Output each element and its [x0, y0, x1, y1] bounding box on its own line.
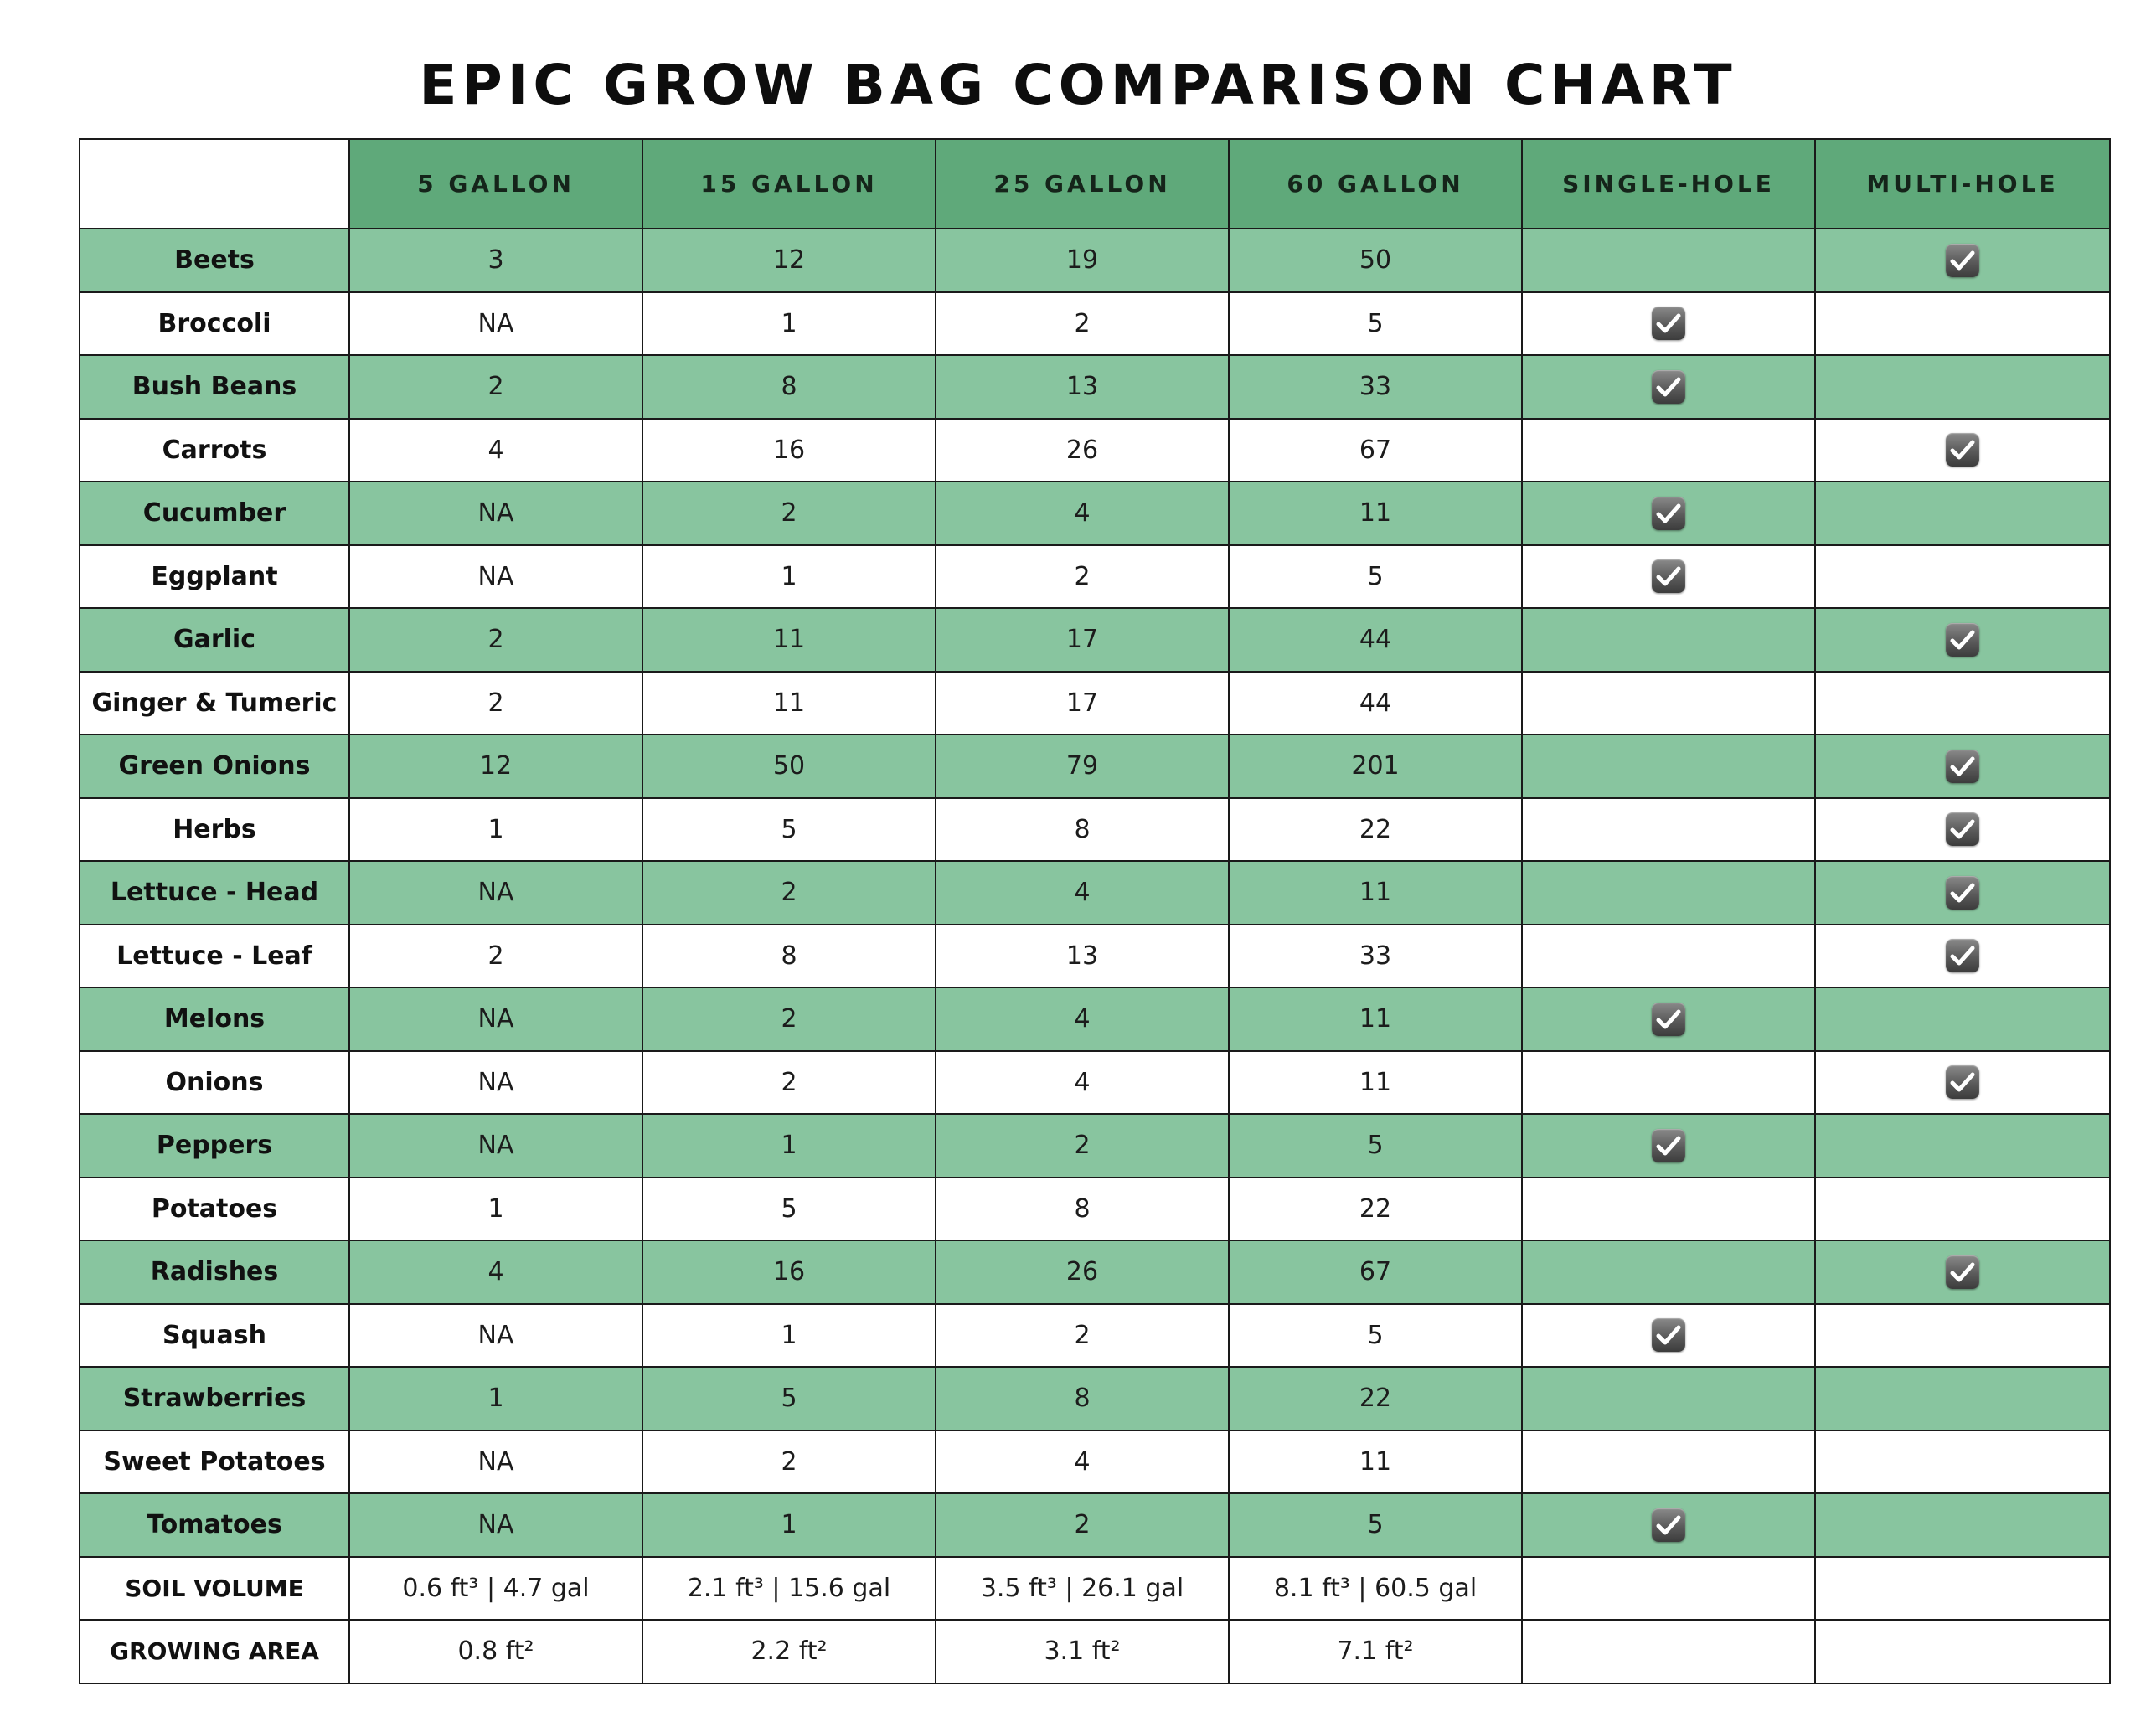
- value-cell: 2: [349, 925, 642, 988]
- value-cell: 2: [349, 355, 642, 419]
- value-cell: 16: [642, 1240, 936, 1304]
- value-cell: 11: [642, 608, 936, 672]
- table-row: [80, 608, 2110, 672]
- single-hole-cell: [1522, 229, 1815, 292]
- value-cell: 1: [349, 798, 642, 862]
- single-hole-cell: [1522, 672, 1815, 735]
- single-hole-cell: [1522, 1240, 1815, 1304]
- single-hole-cell: [1522, 355, 1815, 419]
- single-hole-cell: [1522, 608, 1815, 672]
- value-cell: 22: [1229, 1178, 1522, 1241]
- column-header-15-gallon: 15 GALLON: [642, 139, 936, 229]
- row-label: Melons: [80, 987, 349, 1051]
- value-cell: 67: [1229, 419, 1522, 482]
- table-row: [80, 1114, 2110, 1178]
- value-cell: 12: [642, 229, 936, 292]
- value-cell: 1: [349, 1178, 642, 1241]
- footer-value-cell: 3.1 ft²: [936, 1620, 1229, 1683]
- single-hole-cell: [1522, 798, 1815, 862]
- footer-value-cell: 7.1 ft²: [1229, 1620, 1522, 1683]
- checkbox-checked-icon: [1652, 1003, 1685, 1036]
- row-label: Lettuce - Leaf: [80, 925, 349, 988]
- table-row: [80, 419, 2110, 482]
- column-header-multi-hole: MULTI-HOLE: [1815, 139, 2110, 229]
- value-cell: 4: [936, 1430, 1229, 1494]
- value-cell: 22: [1229, 1367, 1522, 1430]
- single-hole-cell: [1522, 482, 1815, 545]
- multi-hole-cell: [1815, 1430, 2110, 1494]
- row-label: Beets: [80, 229, 349, 292]
- footer-value-cell: 2.2 ft²: [642, 1620, 936, 1683]
- value-cell: 201: [1229, 735, 1522, 798]
- single-hole-cell: [1522, 1367, 1815, 1430]
- row-label: Ginger & Tumeric: [80, 672, 349, 735]
- empty-cell: [1815, 1557, 2110, 1621]
- row-label: Herbs: [80, 798, 349, 862]
- footer-value-cell: 0.6 ft³ | 4.7 gal: [349, 1557, 642, 1621]
- value-cell: 2: [349, 672, 642, 735]
- value-cell: 11: [1229, 861, 1522, 925]
- value-cell: 50: [642, 735, 936, 798]
- value-cell: 13: [936, 355, 1229, 419]
- value-cell: 33: [1229, 355, 1522, 419]
- row-label: Peppers: [80, 1114, 349, 1178]
- multi-hole-cell: [1815, 987, 2110, 1051]
- value-cell: NA: [349, 292, 642, 356]
- row-label: Carrots: [80, 419, 349, 482]
- table-row: [80, 925, 2110, 988]
- table-row: [80, 482, 2110, 545]
- value-cell: 11: [642, 672, 936, 735]
- value-cell: 4: [349, 419, 642, 482]
- row-label: Lettuce - Head: [80, 861, 349, 925]
- table-row: [80, 861, 2110, 925]
- value-cell: 3: [349, 229, 642, 292]
- single-hole-cell: [1522, 1493, 1815, 1557]
- footer-label: SOIL VOLUME: [80, 1557, 349, 1621]
- value-cell: 16: [642, 419, 936, 482]
- value-cell: 50: [1229, 229, 1522, 292]
- value-cell: 11: [1229, 1051, 1522, 1115]
- row-label: Bush Beans: [80, 355, 349, 419]
- value-cell: 2: [642, 1051, 936, 1115]
- footer-value-cell: 3.5 ft³ | 26.1 gal: [936, 1557, 1229, 1621]
- table-row: [80, 1240, 2110, 1304]
- table-row: [80, 798, 2110, 862]
- table-row: [80, 545, 2110, 609]
- value-cell: 8: [936, 1367, 1229, 1430]
- value-cell: 44: [1229, 608, 1522, 672]
- single-hole-cell: [1522, 1051, 1815, 1115]
- value-cell: 5: [1229, 292, 1522, 356]
- row-label: Tomatoes: [80, 1493, 349, 1557]
- value-cell: 17: [936, 672, 1229, 735]
- chart-title: EPIC GROW BAG COMPARISON CHART: [419, 53, 1737, 117]
- row-label: Squash: [80, 1304, 349, 1368]
- value-cell: NA: [349, 1493, 642, 1557]
- value-cell: 2: [936, 1493, 1229, 1557]
- single-hole-cell: [1522, 1114, 1815, 1178]
- multi-hole-cell: [1815, 925, 2110, 988]
- value-cell: 2: [642, 1430, 936, 1494]
- value-cell: 8: [642, 925, 936, 988]
- value-cell: 5: [1229, 1304, 1522, 1368]
- value-cell: 2: [642, 482, 936, 545]
- table-row: [80, 735, 2110, 798]
- table-row: [80, 355, 2110, 419]
- value-cell: 1: [642, 1114, 936, 1178]
- value-cell: 44: [1229, 672, 1522, 735]
- value-cell: 2: [936, 292, 1229, 356]
- value-cell: 8: [936, 1178, 1229, 1241]
- table-row: [80, 1367, 2110, 1430]
- value-cell: 17: [936, 608, 1229, 672]
- value-cell: 1: [642, 545, 936, 609]
- value-cell: 1: [642, 1493, 936, 1557]
- value-cell: 11: [1229, 1430, 1522, 1494]
- checkbox-checked-icon: [1946, 623, 1979, 657]
- column-header-5-gallon: 5 GALLON: [349, 139, 642, 229]
- value-cell: 11: [1229, 482, 1522, 545]
- value-cell: NA: [349, 1304, 642, 1368]
- multi-hole-cell: [1815, 292, 2110, 356]
- multi-hole-cell: [1815, 1178, 2110, 1241]
- checkbox-checked-icon: [1946, 939, 1979, 972]
- value-cell: 8: [642, 355, 936, 419]
- checkbox-checked-icon: [1946, 812, 1979, 846]
- value-cell: 22: [1229, 798, 1522, 862]
- table-row: [80, 987, 2110, 1051]
- single-hole-cell: [1522, 545, 1815, 609]
- single-hole-cell: [1522, 1178, 1815, 1241]
- row-label: Onions: [80, 1051, 349, 1115]
- single-hole-cell: [1522, 1304, 1815, 1368]
- comparison-table: [79, 138, 2111, 1684]
- checkbox-checked-icon: [1652, 1129, 1685, 1162]
- empty-cell: [1522, 1620, 1815, 1683]
- value-cell: 4: [936, 861, 1229, 925]
- value-cell: NA: [349, 1430, 642, 1494]
- footer-label: GROWING AREA: [80, 1620, 349, 1683]
- single-hole-cell: [1522, 419, 1815, 482]
- multi-hole-cell: [1815, 1051, 2110, 1115]
- row-label: Broccoli: [80, 292, 349, 356]
- checkbox-checked-icon: [1946, 750, 1979, 783]
- multi-hole-cell: [1815, 672, 2110, 735]
- column-header-60-gallon: 60 GALLON: [1229, 139, 1522, 229]
- column-header-single-hole: SINGLE-HOLE: [1522, 139, 1815, 229]
- value-cell: 26: [936, 1240, 1229, 1304]
- multi-hole-cell: [1815, 229, 2110, 292]
- table-row: [80, 229, 2110, 292]
- value-cell: NA: [349, 545, 642, 609]
- value-cell: 2: [642, 987, 936, 1051]
- value-cell: 79: [936, 735, 1229, 798]
- value-cell: 2: [936, 1304, 1229, 1368]
- value-cell: NA: [349, 861, 642, 925]
- row-label: Sweet Potatoes: [80, 1430, 349, 1494]
- single-hole-cell: [1522, 1430, 1815, 1494]
- row-label: Strawberries: [80, 1367, 349, 1430]
- value-cell: 13: [936, 925, 1229, 988]
- checkbox-checked-icon: [1946, 433, 1979, 467]
- value-cell: 4: [936, 987, 1229, 1051]
- value-cell: NA: [349, 1051, 642, 1115]
- row-label: Cucumber: [80, 482, 349, 545]
- single-hole-cell: [1522, 735, 1815, 798]
- footer-row: [80, 1557, 2110, 1621]
- value-cell: 1: [642, 292, 936, 356]
- single-hole-cell: [1522, 987, 1815, 1051]
- checkbox-checked-icon: [1652, 307, 1685, 340]
- row-label: Radishes: [80, 1240, 349, 1304]
- multi-hole-cell: [1815, 545, 2110, 609]
- checkbox-checked-icon: [1652, 1318, 1685, 1352]
- value-cell: 4: [936, 1051, 1229, 1115]
- value-cell: 33: [1229, 925, 1522, 988]
- header-row: [80, 139, 2110, 229]
- value-cell: 2: [349, 608, 642, 672]
- multi-hole-cell: [1815, 482, 2110, 545]
- checkbox-checked-icon: [1652, 1508, 1685, 1542]
- value-cell: NA: [349, 987, 642, 1051]
- checkbox-checked-icon: [1652, 370, 1685, 404]
- value-cell: NA: [349, 482, 642, 545]
- value-cell: 2: [936, 1114, 1229, 1178]
- value-cell: 5: [1229, 545, 1522, 609]
- multi-hole-cell: [1815, 419, 2110, 482]
- checkbox-checked-icon: [1946, 1065, 1979, 1099]
- checkbox-checked-icon: [1946, 244, 1979, 277]
- empty-cell: [1522, 1557, 1815, 1621]
- value-cell: 1: [349, 1367, 642, 1430]
- value-cell: 12: [349, 735, 642, 798]
- value-cell: 2: [642, 861, 936, 925]
- value-cell: 26: [936, 419, 1229, 482]
- row-label: Eggplant: [80, 545, 349, 609]
- single-hole-cell: [1522, 925, 1815, 988]
- checkbox-checked-icon: [1946, 876, 1979, 910]
- multi-hole-cell: [1815, 355, 2110, 419]
- multi-hole-cell: [1815, 608, 2110, 672]
- multi-hole-cell: [1815, 1240, 2110, 1304]
- value-cell: 19: [936, 229, 1229, 292]
- value-cell: NA: [349, 1114, 642, 1178]
- footer-value-cell: 2.1 ft³ | 15.6 gal: [642, 1557, 936, 1621]
- footer-value-cell: 0.8 ft²: [349, 1620, 642, 1683]
- multi-hole-cell: [1815, 1114, 2110, 1178]
- multi-hole-cell: [1815, 1304, 2110, 1368]
- empty-cell: [1815, 1620, 2110, 1683]
- value-cell: 5: [642, 1178, 936, 1241]
- footer-value-cell: 8.1 ft³ | 60.5 gal: [1229, 1557, 1522, 1621]
- multi-hole-cell: [1815, 1493, 2110, 1557]
- row-label: Green Onions: [80, 735, 349, 798]
- value-cell: 2: [936, 545, 1229, 609]
- multi-hole-cell: [1815, 735, 2110, 798]
- value-cell: 4: [936, 482, 1229, 545]
- table-row: [80, 1178, 2110, 1241]
- header-corner-cell: [80, 139, 349, 229]
- single-hole-cell: [1522, 292, 1815, 356]
- table-body: [80, 229, 2110, 1683]
- value-cell: 5: [642, 1367, 936, 1430]
- value-cell: 5: [1229, 1493, 1522, 1557]
- value-cell: 5: [1229, 1114, 1522, 1178]
- table-row: [80, 1304, 2110, 1368]
- value-cell: 4: [349, 1240, 642, 1304]
- row-label: Garlic: [80, 608, 349, 672]
- table-row: [80, 1493, 2110, 1557]
- checkbox-checked-icon: [1652, 559, 1685, 593]
- value-cell: 1: [642, 1304, 936, 1368]
- checkbox-checked-icon: [1946, 1255, 1979, 1289]
- table-row: [80, 672, 2110, 735]
- multi-hole-cell: [1815, 798, 2110, 862]
- value-cell: 11: [1229, 987, 1522, 1051]
- row-label: Potatoes: [80, 1178, 349, 1241]
- value-cell: 67: [1229, 1240, 1522, 1304]
- column-header-25-gallon: 25 GALLON: [936, 139, 1229, 229]
- table-row: [80, 1430, 2110, 1494]
- table-row: [80, 292, 2110, 356]
- multi-hole-cell: [1815, 1367, 2110, 1430]
- multi-hole-cell: [1815, 861, 2110, 925]
- table-row: [80, 1051, 2110, 1115]
- footer-row: [80, 1620, 2110, 1683]
- value-cell: 5: [642, 798, 936, 862]
- checkbox-checked-icon: [1652, 497, 1685, 530]
- value-cell: 8: [936, 798, 1229, 862]
- single-hole-cell: [1522, 861, 1815, 925]
